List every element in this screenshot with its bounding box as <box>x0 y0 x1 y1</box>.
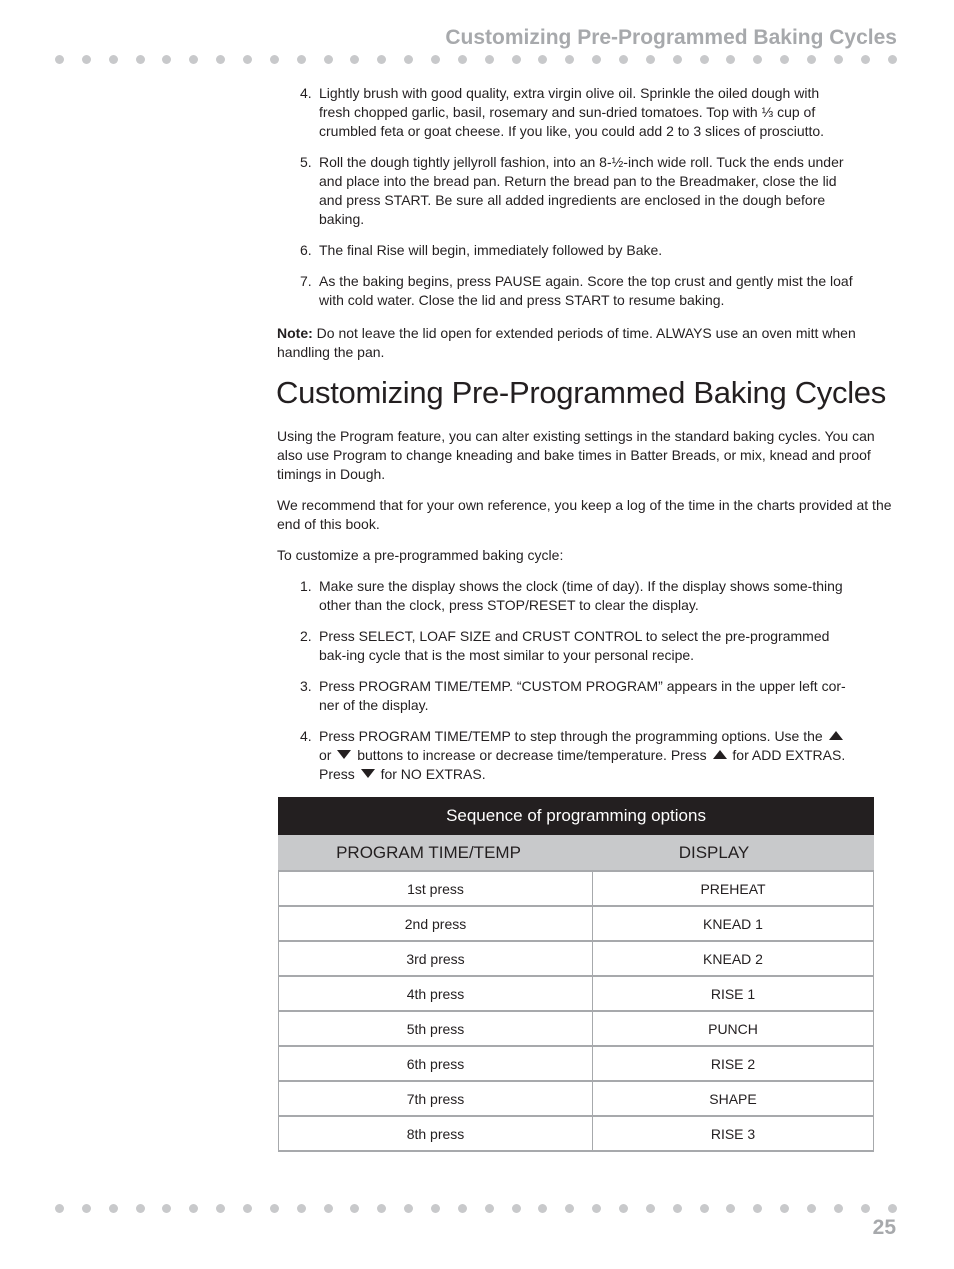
list-item <box>277 84 853 141</box>
running-header-title: Customizing Pre-Programmed Baking Cycles <box>445 26 897 49</box>
list-item <box>277 577 853 615</box>
dot-ornament <box>512 1204 521 1213</box>
dot-ornament <box>538 1204 547 1213</box>
triangle-up-icon <box>829 731 843 740</box>
dot-ornament <box>753 55 762 64</box>
dot-ornament <box>726 55 735 64</box>
display-cell: RISE 2 <box>593 1046 874 1081</box>
table-row <box>279 871 874 906</box>
press-cell: 2nd press <box>279 906 593 941</box>
table-row <box>279 1011 874 1046</box>
step-text-part: for ADD EXTRAS. Press <box>319 747 846 782</box>
dot-ornament <box>538 55 547 64</box>
dot-ornament <box>888 1204 897 1213</box>
step-text-part: Press PROGRAM TIME/TEMP to step through the programming options. Use the <box>319 728 823 744</box>
press-cell: 4th press <box>279 976 593 1011</box>
step-text: Make sure the display shows the clock (time of day). If the display shows some-thing other than the clock, press STOP/RESET to clear the display. <box>319 578 843 613</box>
dot-ornament <box>780 55 789 64</box>
table-row <box>279 906 874 941</box>
page-number: 25 <box>872 1216 896 1239</box>
list-item <box>277 627 853 665</box>
programming-sequence-table <box>278 797 874 1152</box>
column-header-display: DISPLAY <box>593 835 874 872</box>
display-cell: RISE 3 <box>593 1116 874 1151</box>
step-text: Press PROGRAM TIME/TEMP. “CUSTOM PROGRAM” appears in the upper left cor-ner of the display. <box>319 678 846 713</box>
dot-ornament <box>592 1204 601 1213</box>
dot-ornament <box>270 55 279 64</box>
step-number: 1. <box>300 578 312 594</box>
step-text: As the baking begins, press PAUSE again. Score the top crust and gently mist the loaf with cold water. Close the lid and press START to resume baking. <box>319 273 853 308</box>
dot-ornament <box>646 55 655 64</box>
display-cell: KNEAD 2 <box>593 941 874 976</box>
instructions-lead: To customize a pre-programmed baking cycle: <box>277 547 564 563</box>
dot-ornament <box>350 55 359 64</box>
note-label: Note: <box>277 325 313 341</box>
table-row <box>279 941 874 976</box>
dot-ornament <box>404 55 413 64</box>
step-text-part: or <box>319 747 332 763</box>
triangle-up-icon <box>713 750 727 759</box>
display-cell: PUNCH <box>593 1011 874 1046</box>
dot-ornament <box>700 1204 709 1213</box>
dot-ornament <box>485 1204 494 1213</box>
dot-ornament <box>243 1204 252 1213</box>
dot-ornament <box>458 1204 467 1213</box>
step-number: 4. <box>300 728 312 744</box>
dot-ornament <box>861 1204 870 1213</box>
dot-ornament <box>377 55 386 64</box>
column-header-program: PROGRAM TIME/TEMP <box>279 835 593 872</box>
step-text: Press SELECT, LOAF SIZE and CRUST CONTROL to select the pre-programmed bak-ing cycle that is the most similar to your personal recipe. <box>319 628 830 663</box>
press-cell: 7th press <box>279 1081 593 1116</box>
step-number: 5. <box>300 154 312 170</box>
step-number: 3. <box>300 678 312 694</box>
step-number: 7. <box>300 273 312 289</box>
table-row <box>279 1081 874 1116</box>
table-caption: Sequence of programming options <box>279 798 874 835</box>
dot-ornament <box>485 55 494 64</box>
display-cell: PREHEAT <box>593 871 874 906</box>
dot-ornament <box>297 1204 306 1213</box>
dot-ornament <box>189 1204 198 1213</box>
table-row <box>279 976 874 1011</box>
list-item <box>277 153 853 229</box>
dot-ornament <box>565 1204 574 1213</box>
list-item <box>277 272 853 310</box>
dot-ornament <box>807 1204 816 1213</box>
dot-ornament <box>700 55 709 64</box>
press-cell: 3rd press <box>279 941 593 976</box>
dot-ornament <box>431 55 440 64</box>
step-text: Roll the dough tightly jellyroll fashion, into an 8-½-inch wide roll. Tuck the ends under and place into the bread pan. Return the bread pan to the Breadmaker, close the lid and press START. Be sure all added ingredients are enclosed in the dough before baking. <box>319 154 844 227</box>
step-number: 6. <box>300 242 312 258</box>
intro-paragraph-1: Using the Program feature, you can alter existing settings in the standard baking cycles. You can also use Program to change kneading and bake times in Batter Breads, or mix, knead and proof timings in Dough. <box>277 428 875 482</box>
dot-ornament <box>82 55 91 64</box>
bottom-dot-rule <box>55 1203 897 1213</box>
dot-ornament <box>377 1204 386 1213</box>
dot-ornament <box>834 1204 843 1213</box>
dot-ornament <box>619 1204 628 1213</box>
page-content <box>277 84 895 796</box>
customize-step-list <box>277 577 895 784</box>
list-item <box>277 241 853 260</box>
dot-ornament <box>404 1204 413 1213</box>
dot-ornament <box>109 1204 118 1213</box>
step-number: 2. <box>300 628 312 644</box>
dot-ornament <box>109 55 118 64</box>
dot-ornament <box>82 1204 91 1213</box>
step-text: The final Rise will begin, immediately followed by Bake. <box>319 242 663 258</box>
table-row <box>279 1116 874 1151</box>
dot-ornament <box>162 1204 171 1213</box>
dot-ornament <box>216 55 225 64</box>
dot-ornament <box>189 55 198 64</box>
display-cell: RISE 1 <box>593 976 874 1011</box>
section-heading: Customizing Pre-Programmed Baking Cycles <box>276 375 886 410</box>
dot-ornament <box>270 1204 279 1213</box>
dot-ornament <box>324 1204 333 1213</box>
display-cell: SHAPE <box>593 1081 874 1116</box>
dot-ornament <box>780 1204 789 1213</box>
dot-ornament <box>673 1204 682 1213</box>
dot-ornament <box>350 1204 359 1213</box>
dot-ornament <box>726 1204 735 1213</box>
press-cell: 5th press <box>279 1011 593 1046</box>
top-dot-rule <box>55 54 897 64</box>
dot-ornament <box>243 55 252 64</box>
table-row <box>279 1046 874 1081</box>
press-cell: 1st press <box>279 871 593 906</box>
press-cell: 6th press <box>279 1046 593 1081</box>
dot-ornament <box>807 55 816 64</box>
dot-ornament <box>646 1204 655 1213</box>
list-item <box>277 727 853 784</box>
dot-ornament <box>431 1204 440 1213</box>
dot-ornament <box>216 1204 225 1213</box>
dot-ornament <box>592 55 601 64</box>
note-paragraph <box>277 324 895 362</box>
dot-ornament <box>136 55 145 64</box>
press-cell: 8th press <box>279 1116 593 1151</box>
dot-ornament <box>861 55 870 64</box>
dot-ornament <box>753 1204 762 1213</box>
triangle-down-icon <box>361 769 375 778</box>
step-number: 4. <box>300 85 312 101</box>
step-text: Lightly brush with good quality, extra virgin olive oil. Sprinkle the oiled dough with fresh chopped garlic, basil, rosemary and sun-dried tomatoes. Top with ⅓ cup of crumbled feta or goat cheese. If you like, you could add 2 to 3 slices of prosciutto. <box>319 85 825 139</box>
step-text-part: for NO EXTRAS. <box>380 766 486 782</box>
dot-ornament <box>619 55 628 64</box>
list-item <box>277 677 853 715</box>
dot-ornament <box>324 55 333 64</box>
note-text: Do not leave the lid open for extended periods of time. ALWAYS use an oven mitt when handling the pan. <box>277 325 856 360</box>
dot-ornament <box>162 55 171 64</box>
dot-ornament <box>673 55 682 64</box>
dot-ornament <box>55 55 64 64</box>
dot-ornament <box>565 55 574 64</box>
dot-ornament <box>297 55 306 64</box>
intro-paragraph-2: We recommend that for your own reference, you keep a log of the time in the charts provided at the end of this book. <box>277 497 892 532</box>
step-text-part: buttons to increase or decrease time/temperature. Press <box>357 747 707 763</box>
dot-ornament <box>834 55 843 64</box>
dot-ornament <box>888 55 897 64</box>
display-cell: KNEAD 1 <box>593 906 874 941</box>
dot-ornament <box>512 55 521 64</box>
triangle-down-icon <box>337 750 351 759</box>
top-step-list <box>277 84 895 310</box>
dot-ornament <box>136 1204 145 1213</box>
dot-ornament <box>458 55 467 64</box>
dot-ornament <box>55 1204 64 1213</box>
